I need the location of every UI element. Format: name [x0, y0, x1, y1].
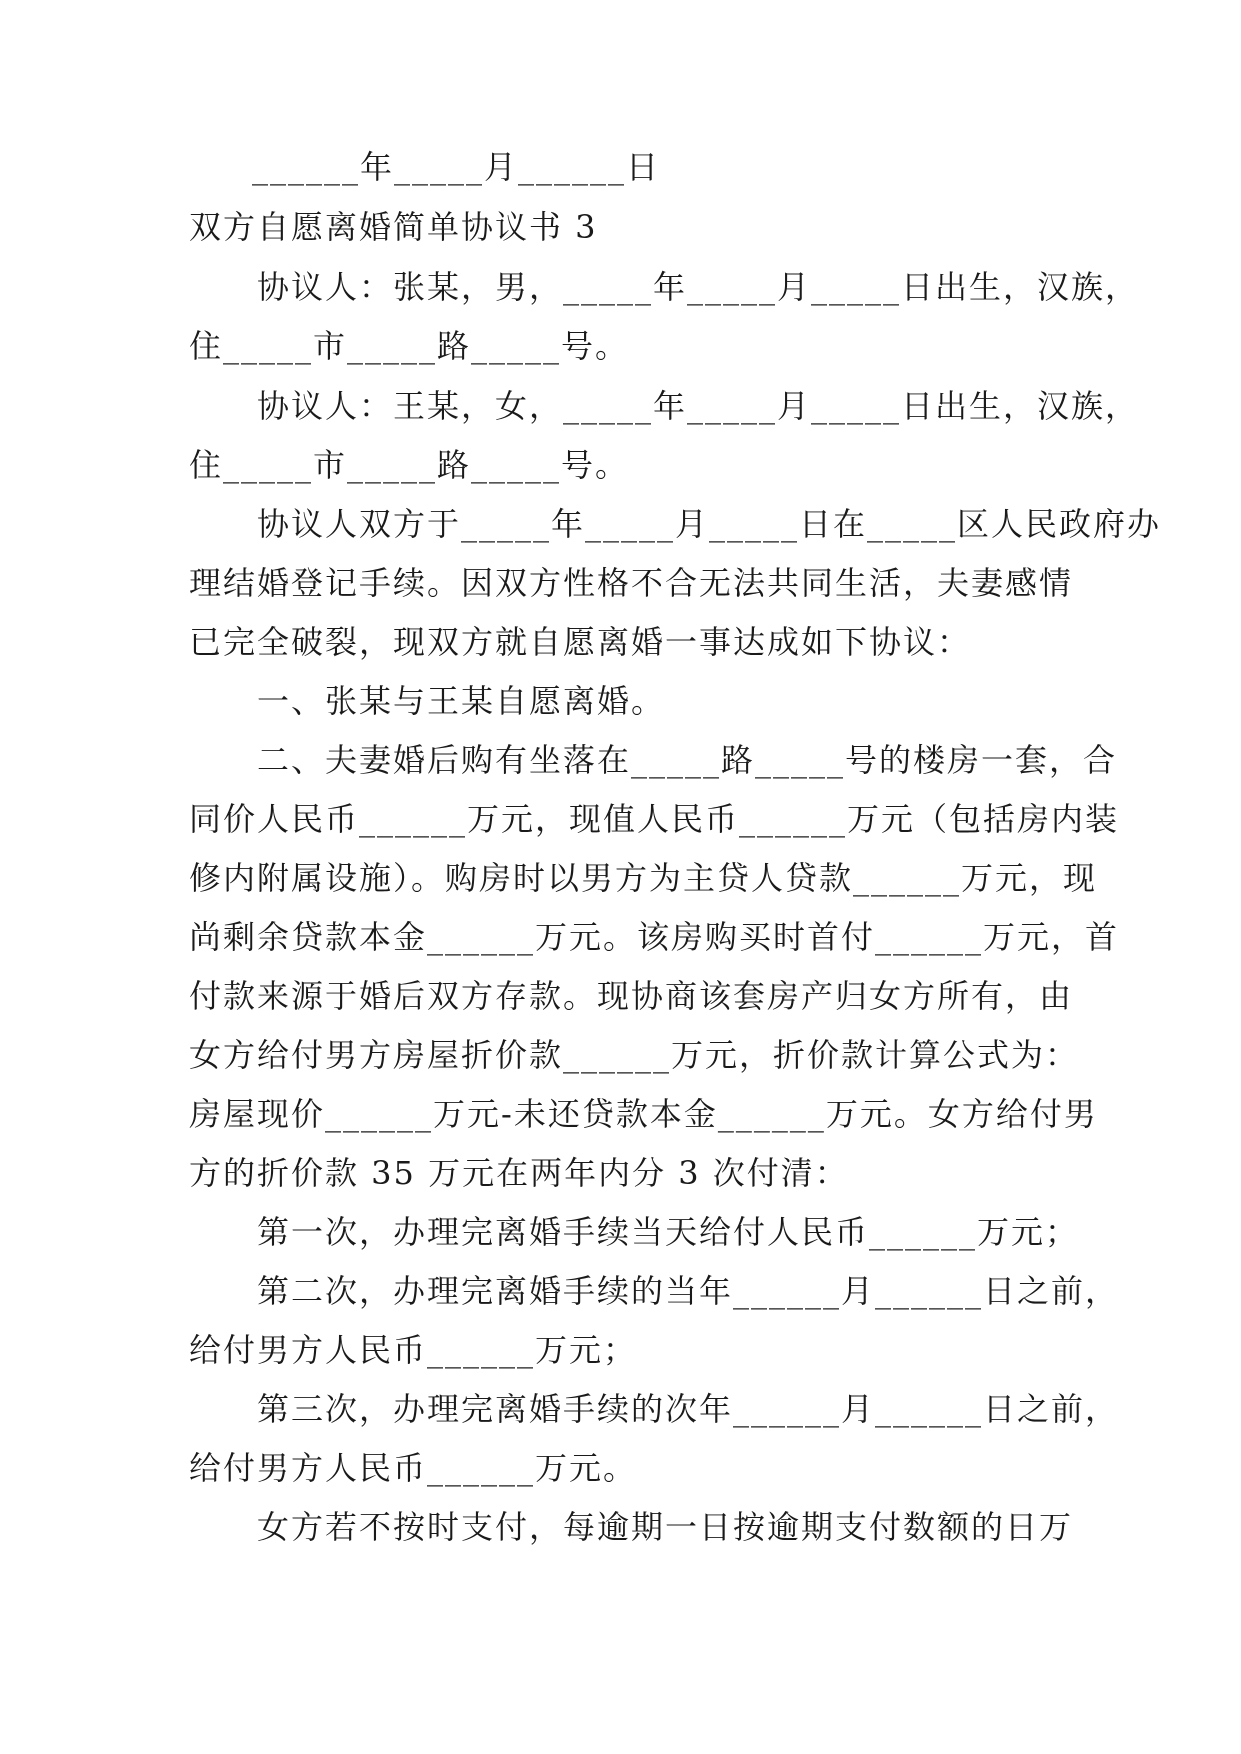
clause-two-line-5: 付款来源于婚后双方存款。现协商该套房产归女方所有，由	[189, 977, 1074, 1015]
payment-two-line-2: 给付男方人民币______万元；	[189, 1331, 638, 1369]
payment-three-line-1: 第三次，办理完离婚手续的次年______月______日之前，	[257, 1390, 1120, 1428]
marriage-registration-line-2: 理结婚登记手续。因双方性格不合无法共同生活，夫妻感情	[189, 564, 1074, 602]
payment-one: 第一次，办理完离婚手续当天给付人民币______万元；	[257, 1213, 1080, 1251]
party-two-line-1: 协议人：王某，女，_____年_____月_____日出生，汉族，	[257, 387, 1140, 425]
marriage-registration-line-3: 已完全破裂，现双方就自愿离婚一事达成如下协议：	[189, 623, 972, 661]
payment-two-line-1: 第二次，办理完离婚手续的当年______月______日之前，	[257, 1272, 1120, 1310]
marriage-registration-line-1: 协议人双方于_____年_____月_____日在_____区人民政府办	[257, 505, 1162, 543]
clause-two-line-4: 尚剩余贷款本金______万元。该房购买时首付______万元，首	[189, 918, 1120, 956]
document-title: 双方自愿离婚简单协议书 3	[189, 208, 598, 246]
clause-two-line-8: 方的折价款 35 万元在两年内分 3 次付清：	[189, 1154, 849, 1192]
party-one-line-1: 协议人：张某，男，_____年_____月_____日出生，汉族，	[257, 268, 1140, 306]
clause-one: 一、张某与王某自愿离婚。	[257, 682, 666, 720]
clause-two-line-6: 女方给付男方房屋折价款______万元，折价款计算公式为：	[189, 1036, 1080, 1074]
late-payment-line: 女方若不按时支付，每逾期一日按逾期支付数额的日万	[257, 1508, 1074, 1546]
date-line: ______年_____月______日	[252, 148, 661, 186]
payment-three-line-2: 给付男方人民币______万元。	[189, 1449, 638, 1487]
clause-two-line-1: 二、夫妻婚后购有坐落在_____路_____号的楼房一套，合	[257, 741, 1118, 779]
clause-two-line-3: 修内附属设施）。购房时以男方为主贷人贷款______万元，现	[189, 859, 1098, 897]
party-one-line-2: 住_____市_____路_____号。	[189, 327, 630, 365]
party-two-line-2: 住_____市_____路_____号。	[189, 446, 630, 484]
clause-two-line-2: 同价人民币______万元，现值人民币______万元（包括房内装	[189, 800, 1120, 838]
clause-two-line-7: 房屋现价______万元-未还贷款本金______万元。女方给付男	[189, 1095, 1098, 1133]
